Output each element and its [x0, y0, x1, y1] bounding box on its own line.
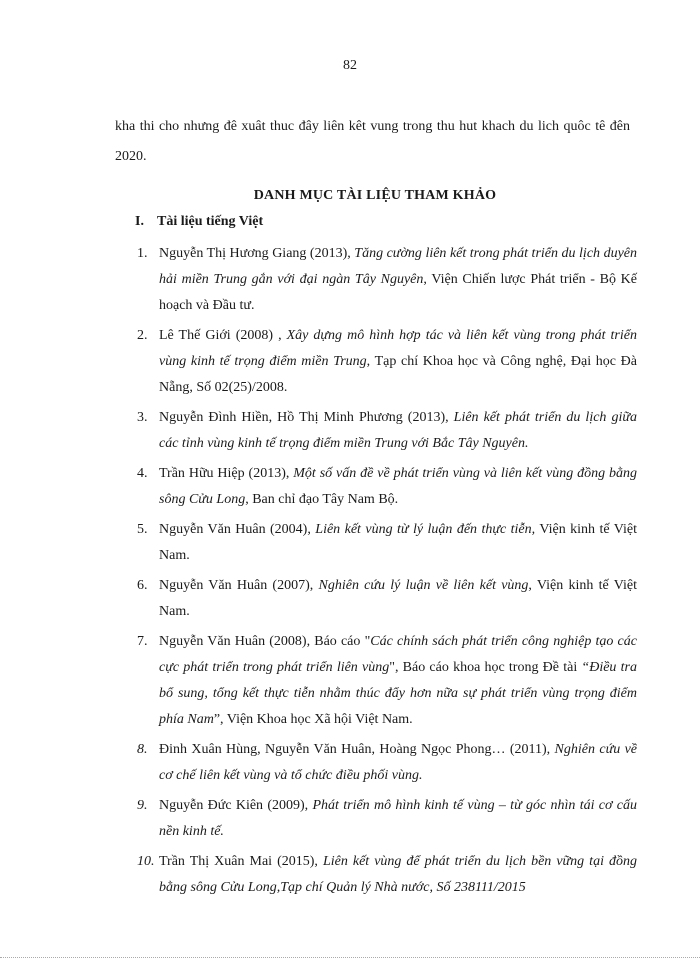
reference-title: Các chính sách phát triển công nghiệp tạo các cực phát triển trong phát triển liên vùng — [159, 634, 637, 675]
section-number: I. — [135, 214, 144, 229]
page-number: 82 — [343, 58, 357, 73]
reference-number: 2. — [137, 328, 148, 343]
reference-item — [137, 573, 637, 625]
reference-authors: Nguyễn Đức Kiên (2009), — [159, 798, 313, 813]
reference-authors: Trần Thị Xuân Mai (2015), — [159, 854, 323, 869]
reference-item — [137, 629, 637, 733]
reference-item — [137, 241, 637, 319]
reference-source-mid: ", Báo cáo khoa học trong Đề tài — [389, 660, 582, 675]
reference-title: Phát triển mô hình kinh tế vùng – từ góc nhìn tái cơ cấu nền kinh tế. — [159, 798, 637, 839]
section-heading — [135, 214, 263, 230]
intro-paragraph: kha thi cho nhưng đê xuât thuc đây liên kêt vung trong thu hut khach du lich quôc tê đên 2020. — [115, 119, 630, 164]
reference-title: Nghiên cứu về cơ chế liên kết vùng và tổ chức điều phối vùng. — [159, 742, 637, 783]
reference-title: Một số vấn đề về phát triển vùng và liên kết vùng đồng bằng sông Cửu Long — [159, 466, 638, 507]
reference-item — [137, 461, 637, 513]
reference-item — [137, 849, 637, 901]
reference-item — [137, 323, 637, 401]
reference-number: 1. — [137, 246, 148, 261]
reference-number: 5. — [137, 522, 148, 537]
reference-title: Liên kết phát triển du lịch giữa các tỉnh vùng kinh tế trọng điểm miền Trung với Bắc Tây Nguyên. — [159, 410, 637, 451]
reference-item — [137, 517, 637, 569]
reference-number: 10. — [137, 854, 155, 869]
reference-item — [137, 737, 637, 789]
reference-project-title: “Điều tra bổ sung, tổng kết thực tiễn nhằm thúc đẩy hơn nữa sự phát triển vùng trọng điểm phía Nam — [159, 660, 637, 727]
reference-source: Viện kinh tế Việt Nam. — [159, 522, 637, 563]
page-bottom-edge — [0, 957, 700, 958]
reference-list — [137, 241, 637, 905]
reference-item — [137, 793, 637, 845]
reference-authors: Nguyễn Đình Hiền, Hồ Thị Minh Phương (2013), — [159, 410, 454, 425]
reference-title: Nghiên cứu lý luận về liên kết vùng — [318, 578, 529, 593]
reference-source: ”, Viện Khoa học Xã hội Việt Nam. — [213, 712, 413, 727]
section-title: Tài liệu tiếng Việt — [157, 214, 264, 229]
reference-number: 8. — [137, 742, 148, 757]
reference-authors: Trần Hữu Hiệp (2013), — [159, 466, 294, 481]
reference-item — [137, 405, 637, 457]
references-heading: DANH MỤC TÀI LIỆU THAM KHẢO — [253, 188, 497, 203]
reference-authors: Nguyễn Thị Hương Giang (2013), — [159, 246, 355, 261]
reference-source: , Viện kinh tế Việt Nam. — [159, 578, 637, 619]
reference-number: 4. — [137, 466, 148, 481]
reference-authors: Nguyễn Văn Huân (2004), — [159, 522, 316, 537]
reference-number: 9. — [137, 798, 148, 813]
reference-number: 3. — [137, 410, 148, 425]
reference-authors: Nguyễn Văn Huân (2007), — [159, 578, 319, 593]
reference-number: 7. — [137, 634, 148, 649]
reference-title: Liên kết vùng để phát triển du lịch bền vững tại đồng bằng sông Cửu Long,Tạp chí Quản lý Nhà nước, Số 238111/2015 — [159, 854, 637, 895]
reference-title: Liên kết vùng từ lý luận đến thực tiễn, — [315, 522, 536, 537]
reference-authors: Đinh Xuân Hùng, Nguyễn Văn Huân, Hoàng Ngọc Phong… (2011), — [159, 742, 555, 757]
reference-authors: Nguyễn Văn Huân (2008), Báo cáo " — [159, 634, 371, 649]
reference-title: Tăng cường liên kết trong phát triển du lịch duyên hải miền Trung gắn với đại ngàn Tây Nguyên — [159, 246, 637, 287]
reference-source: , Viện Chiến lược Phát triển - Bộ Kế hoạch và Đầu tư. — [159, 272, 638, 313]
reference-authors: Lê Thế Giới (2008) , — [159, 328, 287, 343]
reference-title: Xây dựng mô hình hợp tác và liên kết vùng trong phát triển vùng kinh tế trọng điểm miền Trung — [159, 328, 637, 369]
reference-source: , Ban chỉ đạo Tây Nam Bộ. — [245, 492, 399, 507]
reference-number: 6. — [137, 578, 148, 593]
reference-source: , Tạp chí Khoa học và Công nghệ, Đại học Đà Nẵng, Số 02(25)/2008. — [159, 354, 637, 395]
